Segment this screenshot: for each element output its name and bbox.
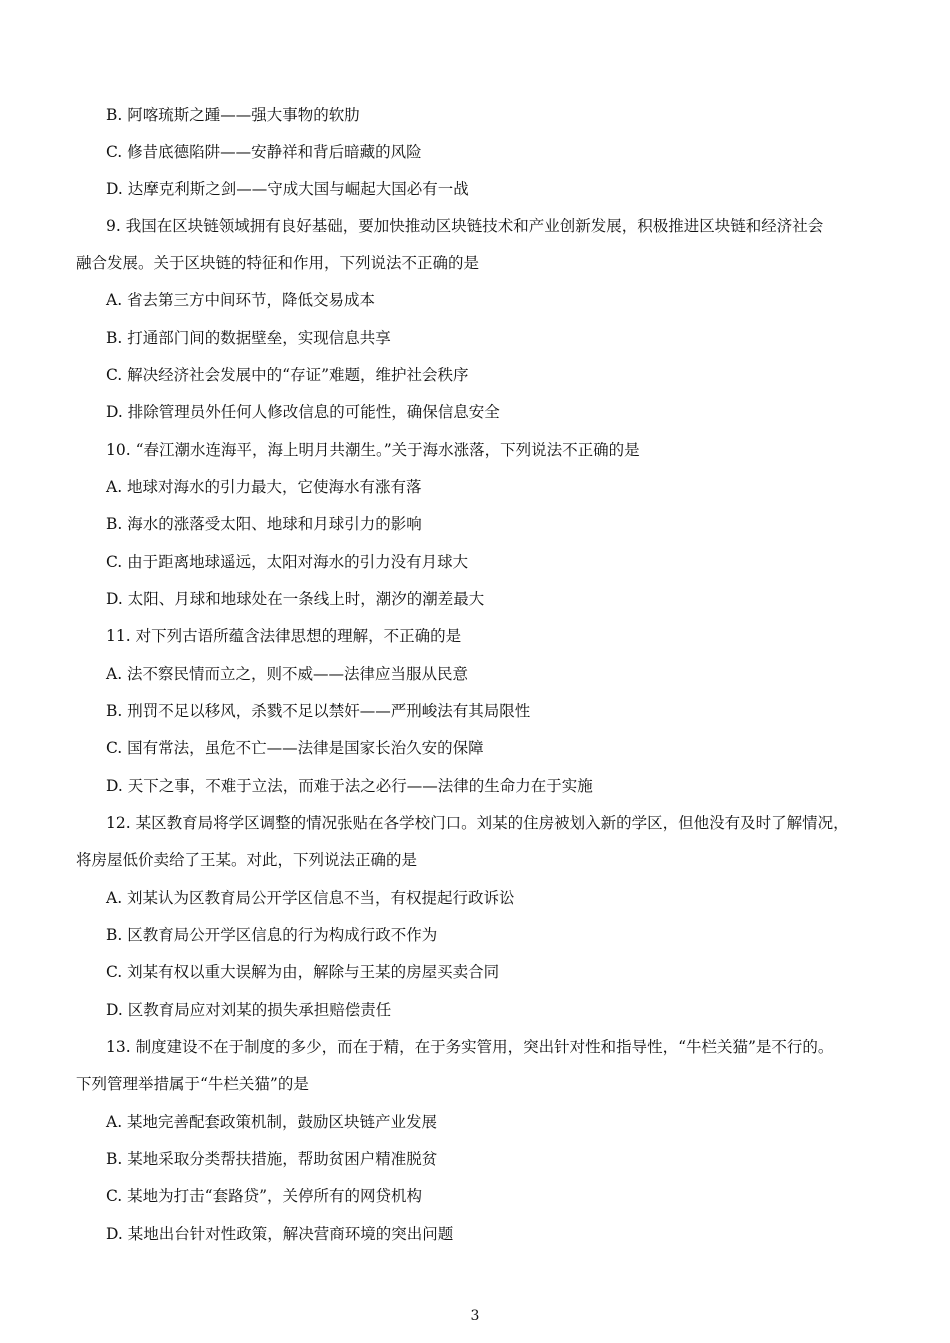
q13-option-c: C. 某地为打击“套路贷”，关停所有的网贷机构 — [106, 1187, 423, 1205]
q9-stem-line1: 9. 我国在区块链领域拥有良好基础，要加快推动区块链技术和产业创新发展，积极推进区块链和经济社会 — [106, 217, 824, 235]
q12-option-d: D. 区教育局应对刘某的损失承担赔偿责任 — [106, 1001, 392, 1019]
q8-option-c: C. 修昔底德陷阱——安静祥和背后暗藏的风险 — [106, 143, 422, 161]
q11-option-c: C. 国有常法，虽危不亡——法律是国家长治久安的保障 — [106, 739, 484, 757]
q13-stem-line1: 13. 制度建设不在于制度的多少，而在于精，在于务实管用，突出针对性和指导性，“牛栏关猫”是不行的。 — [106, 1038, 834, 1056]
q9-option-b: B. 打通部门间的数据壁垒，实现信息共享 — [106, 329, 391, 347]
q11-option-b: B. 刑罚不足以移风，杀戮不足以禁奸——严刑峻法有其局限性 — [106, 702, 531, 720]
q8-option-b: B. 阿喀琉斯之踵——强大事物的软肋 — [106, 106, 360, 124]
q13-option-d: D. 某地出台针对性政策，解决营商环境的突出问题 — [106, 1225, 454, 1243]
q12-stem-line2: 将房屋低价卖给了王某。对此，下列说法正确的是 — [76, 851, 418, 869]
q10-option-a: A. 地球对海水的引力最大，它使海水有涨有落 — [106, 478, 422, 496]
q9-option-a: A. 省去第三方中间环节，降低交易成本 — [106, 291, 376, 309]
q10-option-c: C. 由于距离地球遥远，太阳对海水的引力没有月球大 — [106, 553, 469, 571]
page-number: 3 — [470, 1308, 480, 1324]
q10-stem-line1: 10. “春江潮水连海平，海上明月共潮生。”关于海水涨落，下列说法不正确的是 — [106, 441, 640, 459]
q12-stem-line1: 12. 某区教育局将学区调整的情况张贴在各学校门口。刘某的住房被划入新的学区，但他没有及时了解情况， — [106, 814, 849, 832]
q11-option-a: A. 法不察民情而立之，则不威——法律应当服从民意 — [106, 665, 469, 683]
q11-stem-line1: 11. 对下列古语所蕴含法律思想的理解，不正确的是 — [106, 627, 462, 645]
q13-stem-line2: 下列管理举措属于“牛栏关猫”的是 — [76, 1075, 309, 1093]
q11-option-d: D. 天下之事，不难于立法，而难于法之必行——法律的生命力在于实施 — [106, 777, 593, 795]
q12-option-b: B. 区教育局公开学区信息的行为构成行政不作为 — [106, 926, 438, 944]
q13-option-a: A. 某地完善配套政策机制，鼓励区块链产业发展 — [106, 1113, 438, 1131]
q12-option-a: A. 刘某认为区教育局公开学区信息不当，有权提起行政诉讼 — [106, 889, 515, 907]
q10-option-d: D. 太阳、月球和地球处在一条线上时，潮汐的潮差最大 — [106, 590, 485, 608]
q10-option-b: B. 海水的涨落受太阳、地球和月球引力的影响 — [106, 515, 422, 533]
q9-option-d: D. 排除管理员外任何人修改信息的可能性，确保信息安全 — [106, 403, 500, 421]
q13-option-b: B. 某地采取分类帮扶措施，帮助贫困户精准脱贫 — [106, 1150, 438, 1168]
q9-stem-line2: 融合发展。关于区块链的特征和作用，下列说法不正确的是 — [76, 254, 480, 272]
q8-option-d: D. 达摩克利斯之剑——守成大国与崛起大国必有一战 — [106, 180, 469, 198]
q9-option-c: C. 解决经济社会发展中的“存证”难题，维护社会秩序 — [106, 366, 469, 384]
q12-option-c: C. 刘某有权以重大误解为由，解除与王某的房屋买卖合同 — [106, 963, 500, 981]
